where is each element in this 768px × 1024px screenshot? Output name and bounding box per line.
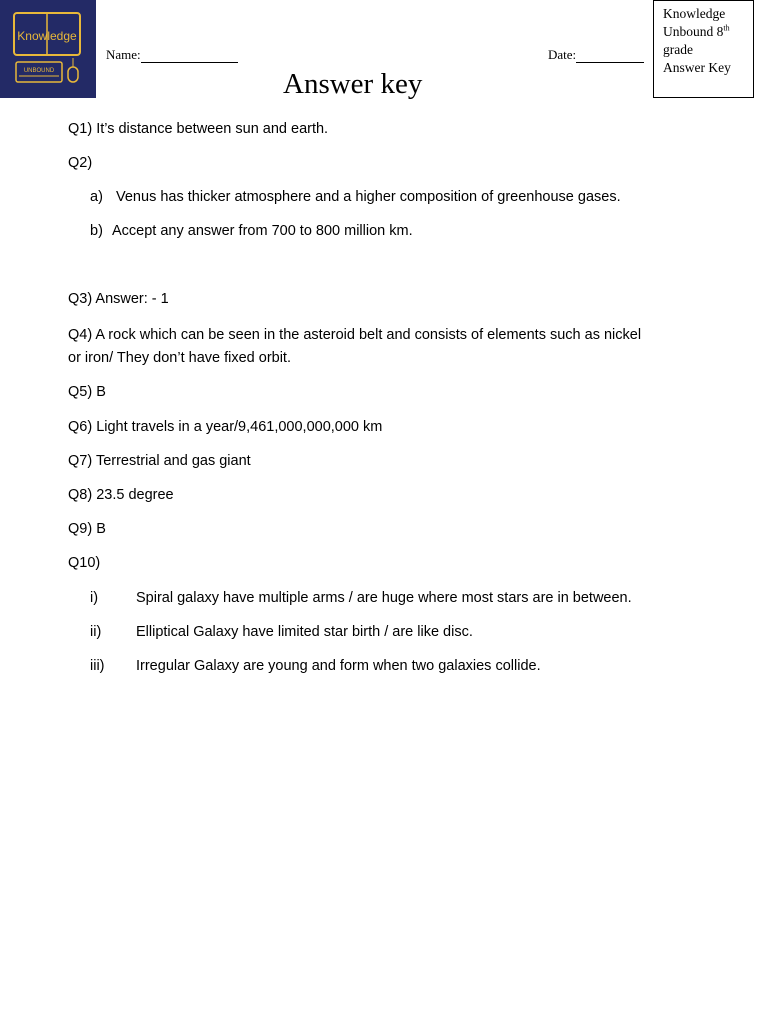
info-box-line2-text: Unbound 8 [663,24,724,39]
answer-q7: Q7) Terrestrial and gas giant [68,453,251,469]
answer-q2: Q2) [68,155,93,171]
logo-bottom-text: UNBOUND [23,68,55,74]
info-box-line2 [663,23,753,41]
answer-q10-i-marker: i) [90,590,99,606]
name-field [106,47,238,63]
logo [0,0,96,98]
info-box-line4: Answer Key [663,60,731,75]
answer-q2b-marker: b) [90,223,103,239]
info-box-superscript: th [723,23,730,33]
name-label: Name: [106,47,141,62]
name-blank-line [141,48,238,63]
answer-q4-line1: Q4) A rock which can be seen in the asteroid belt and consists of elements such as nickel [68,327,642,343]
answer-q10-ii: Elliptical Galaxy have limited star birth / are like disc. [136,624,473,640]
logo-top-text: Knowledge [17,29,77,43]
date-label: Date: [548,47,577,62]
info-box-line3: grade [663,42,693,57]
grade-info-box [653,0,754,98]
answer-q9: Q9) B [68,521,106,537]
answer-q6: Q6) Light travels in a year/9,461,000,000,000 km [68,419,383,435]
answer-q5: Q5) B [68,384,106,400]
answer-q10-iii-marker: iii) [90,658,105,674]
answer-q3: Q3) Answer: - 1 [68,291,169,307]
date-field [548,47,644,63]
date-blank-line [576,48,644,63]
answer-q1: Q1) It’s distance between sun and earth. [68,121,329,137]
answer-q4-line2: or iron/ They don’t have fixed orbit. [68,350,291,366]
answer-q10: Q10) [68,555,101,571]
answer-q10-ii-marker: ii) [90,624,102,640]
info-box-line1: Knowledge [663,6,726,21]
answer-q2a: Venus has thicker atmosphere and a higher composition of greenhouse gases. [116,189,621,205]
answer-q10-i: Spiral galaxy have multiple arms / are huge where most stars are in between. [136,590,632,606]
answer-q2b: Accept any answer from 700 to 800 million km. [112,223,413,239]
page-title: Answer key [283,68,423,100]
logo-graphic [0,0,96,98]
answer-q10-iii: Irregular Galaxy are young and form when two galaxies collide. [136,658,541,674]
answer-q2a-marker: a) [90,189,103,205]
answer-q8: Q8) 23.5 degree [68,487,174,503]
